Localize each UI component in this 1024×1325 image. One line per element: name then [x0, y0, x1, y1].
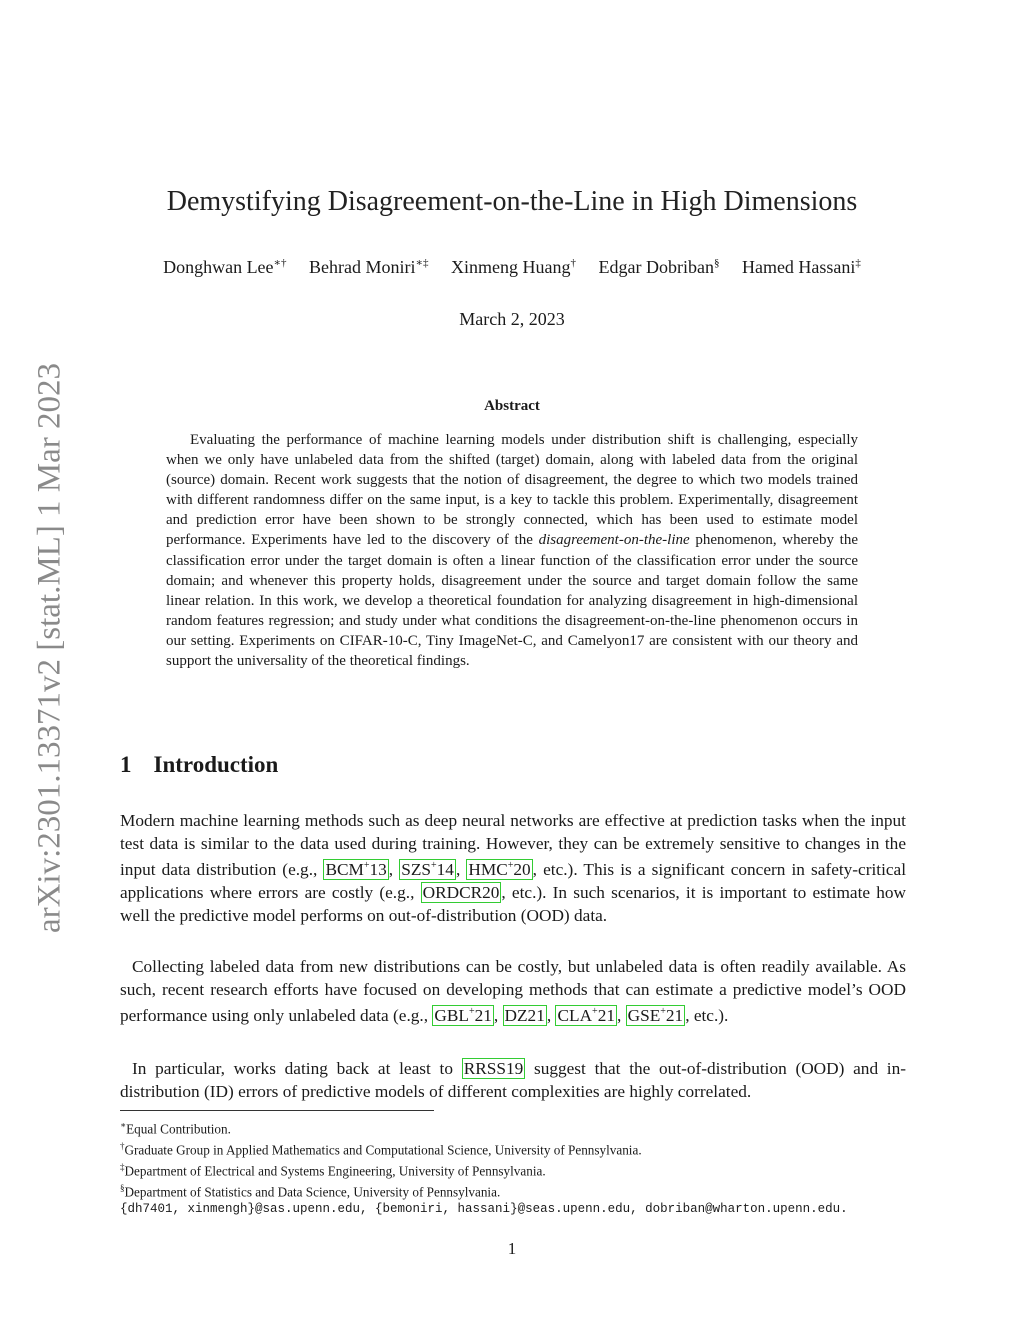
citation-link[interactable]: CLA+21 — [557, 1006, 615, 1026]
footnote: ∗Equal Contribution. — [120, 1120, 231, 1137]
footnote: †Graduate Group in Applied Mathematics and Computational Science, University of Pennsylvania. — [120, 1140, 642, 1158]
paper-title: Demystifying Disagreement-on-the-Line in High Dimensions — [166, 186, 858, 217]
author-emails: {dh7401, xinmengh}@sas.upenn.edu, {bemoniri, hassani}@seas.upenn.edu, dobriban@wharton.upenn.edu. — [120, 1201, 848, 1216]
citation-link[interactable]: BCM+13 — [325, 860, 387, 880]
abstract-heading: Abstract — [484, 398, 540, 414]
citation-link[interactable]: HMC+20 — [468, 860, 531, 880]
citation-link[interactable]: DZ21 — [504, 1006, 545, 1026]
citation-link[interactable]: SZS+14 — [401, 860, 454, 880]
author-name: Donghwan Lee∗† — [163, 257, 287, 277]
intro-paragraph-2: Collecting labeled data from new distributions can be costly, but unlabeled data is often readily available. As such, recent research efforts have focused on developing methods that can estimate a predictive model’s OOD performance using only unlabeled data (e.g., GBL+21 , DZ21 , CLA+21 , GSE+21 , etc.). — [120, 957, 906, 1026]
author-name: Xinmeng Huang† — [451, 257, 576, 277]
arxiv-identifier-stamp: arXiv:2301.13371v2 [stat.ML] 1 Mar 2023 — [31, 362, 68, 934]
author-list — [0, 256, 1024, 278]
abstract-text: Evaluating the performance of machine learning models under distribution shift is challenging, especially when we only have unlabeled data from the shifted (target) domain, along with labeled data from the original (source) domain. Recent work suggests that the notion of disagreement, the degree to which two models trained with different randomness differ on the same input, is a key to tackle this problem. Experimentally, disagreement and prediction error have been shown to be strongly connected, which has been used to estimate model performance. Experiments have led to the discovery of the disagreement-on-the-line phenomenon, whereby the classification error under the target domain is often a linear function of the classification error under the source domain; and whenever this property holds, disagreement under the source and target domain follow the same linear relation. In this work, we develop a theoretical foundation for analyzing disagreement in high-dimensional random features regression; and study under what conditions the disagreement-on-the-line phenomenon occurs in our setting. Experiments on CIFAR-10-C, Tiny ImageNet-C, and Camelyon17 are consistent with our theory and support the universality of the theoretical findings. — [166, 432, 858, 670]
author-name: Hamed Hassani‡ — [741, 257, 861, 277]
footnote: §Department of Statistics and Data Science, University of Pennsylvania. — [120, 1182, 501, 1200]
citation-link[interactable]: RRSS19 — [463, 1059, 524, 1078]
citation-link[interactable]: GBL+21 — [434, 1006, 492, 1026]
footnote: ‡Department of Electrical and Systems Engineering, University of Pennsylvania. — [120, 1161, 546, 1179]
author-name: Behrad Moniri∗‡ — [309, 257, 429, 277]
intro-paragraph-3: In particular, works dating back at least to RRSS19 suggest that the out-of-distribution (OOD) and in-distribution (ID) errors of predictive models of different complexities are highly correlated. — [120, 1059, 907, 1101]
section-heading-introduction: 1 Introduction — [120, 752, 279, 777]
page-number: 1 — [507, 1239, 517, 1258]
footnotes — [120, 1117, 920, 1219]
author-name: Edgar Dobriban§ — [598, 257, 720, 277]
abstract-emphasis: disagreement-on-the-line — [538, 532, 690, 549]
footnote-divider — [120, 1110, 434, 1111]
publication-date: March 2, 2023 — [459, 309, 565, 329]
citation-link[interactable]: ORDCR20 — [422, 882, 500, 902]
citation-link[interactable]: GSE+21 — [627, 1006, 684, 1026]
intro-paragraph-1: Modern machine learning methods such as deep neural networks are effective at prediction tasks when the input test data is similar to the data used during training. However, they can be extremely sensitive to changes in the input data distribution (e.g., BCM+13 , SZS+14 , HMC+20 , etc.). This is a significant concern in safety-critical applications where errors are costly (e.g., ORDCR20 , etc.). In such scenarios, it is important to estimate how well the predictive model performs on out-of-distribution (OOD) data. — [120, 811, 907, 925]
